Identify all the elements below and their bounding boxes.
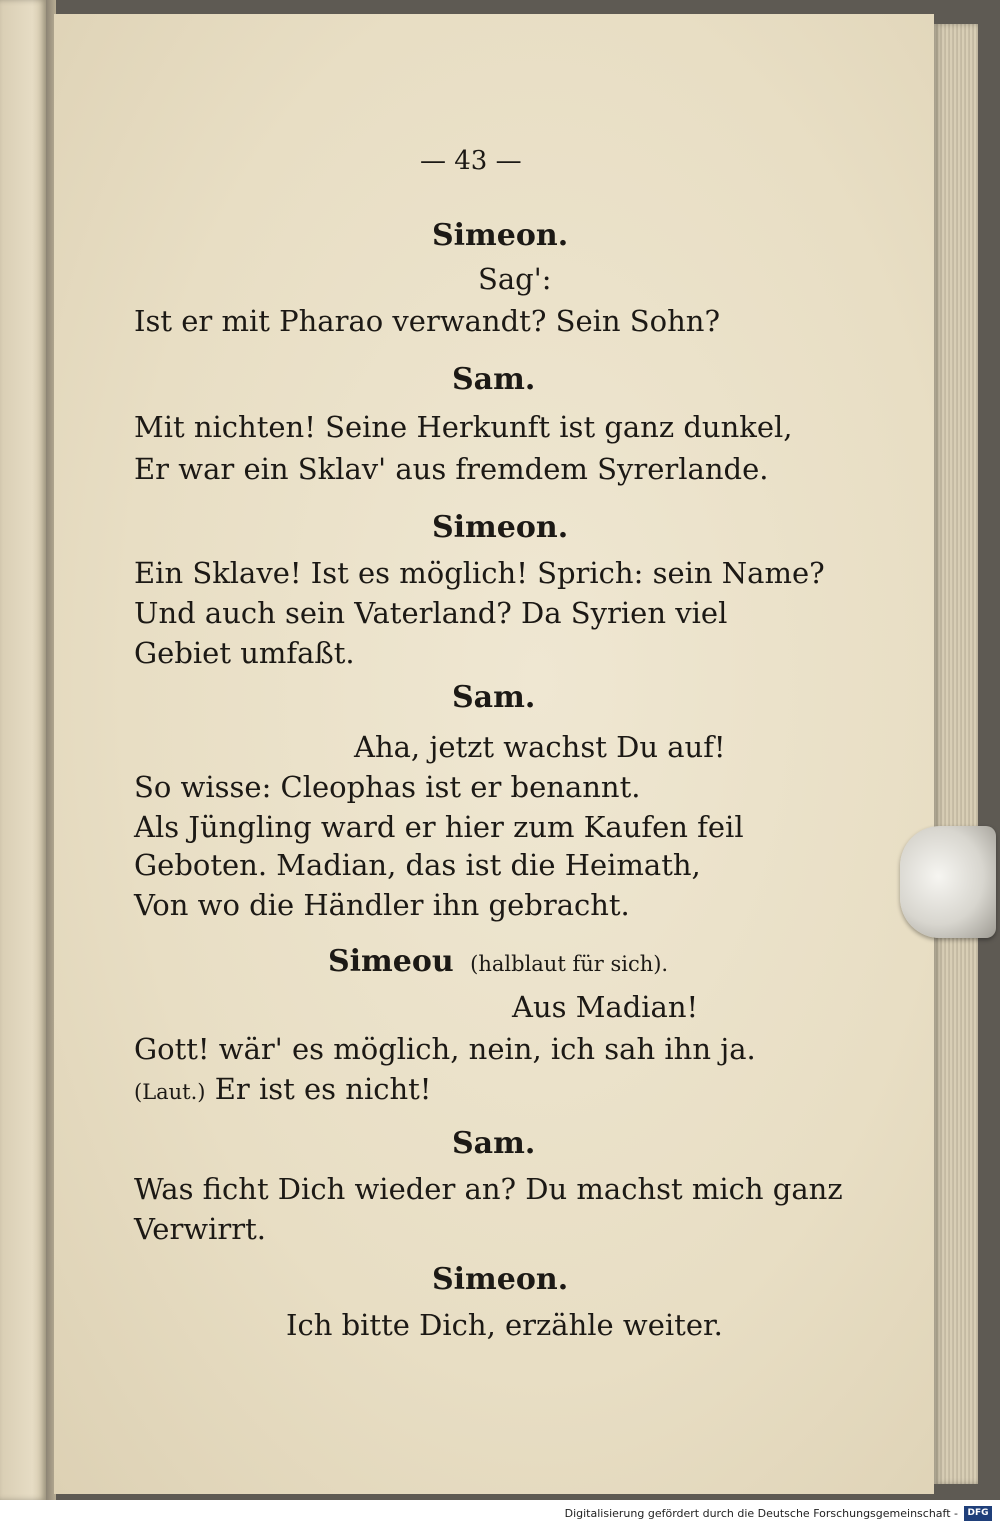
page-stack-edges xyxy=(934,24,978,1484)
verse-line: Von wo die Händler ihn gebracht. xyxy=(134,888,630,922)
page-clip xyxy=(900,826,996,938)
speaker-sam: Sam. xyxy=(452,680,536,715)
speaker-name: Simeou xyxy=(328,944,454,979)
verse-line: Aha, jetzt wachst Du auf! xyxy=(354,730,726,764)
verse-line: So wisse: Cleophas ist er benannt. xyxy=(134,770,641,804)
verse-text: Er ist es nicht! xyxy=(214,1072,432,1106)
speaker-simeon: Simeon. xyxy=(432,218,569,253)
speaker-sam: Sam. xyxy=(452,1126,536,1161)
verse-line: Geboten. Madian, das ist die Heimath, xyxy=(134,848,701,882)
verse-line: Was ficht Dich wieder an? Du machst mich ganz xyxy=(134,1172,843,1206)
verse-line: Gott! wär' es möglich, nein, ich sah ihn ja. xyxy=(134,1032,756,1066)
funding-credit: Digitalisierung gefördert durch die Deutsche Forschungsgemeinschaft - xyxy=(564,1507,958,1520)
verse-line: Ist er mit Pharao verwandt? Sein Sohn? xyxy=(134,304,721,338)
speaker-simeon: Simeon. xyxy=(432,510,569,545)
dfg-logo: DFG xyxy=(964,1506,992,1521)
verse-line: Sag': xyxy=(478,262,552,296)
verse-line: Aus Madian! xyxy=(512,990,699,1024)
stage-direction: (halblaut für sich). xyxy=(470,952,669,976)
speaker-simeon xyxy=(328,944,668,979)
verse-line: Gebiet umfaßt. xyxy=(134,636,355,670)
left-page-edge xyxy=(0,0,46,1500)
verse-line: Ich bitte Dich, erzähle weiter. xyxy=(286,1308,723,1342)
speaker-simeon: Simeon. xyxy=(432,1262,569,1297)
page-number: — 43 — xyxy=(420,146,522,176)
verse-line: Er war ein Sklav' aus fremdem Syrerlande. xyxy=(134,452,769,486)
verse-line: Als Jüngling ward er hier zum Kaufen feil xyxy=(134,810,744,844)
verse-line: Ein Sklave! Ist es möglich! Sprich: sein Name? xyxy=(134,556,825,590)
verse-line: Verwirrt. xyxy=(134,1212,267,1246)
verse-line: Mit nichten! Seine Herkunft ist ganz dunkel, xyxy=(134,410,793,444)
speaker-sam: Sam. xyxy=(452,362,536,397)
verse-line: Und auch sein Vaterland? Da Syrien viel xyxy=(134,596,728,630)
verse-line xyxy=(134,1072,431,1106)
stage-direction: (Laut.) xyxy=(134,1080,206,1104)
